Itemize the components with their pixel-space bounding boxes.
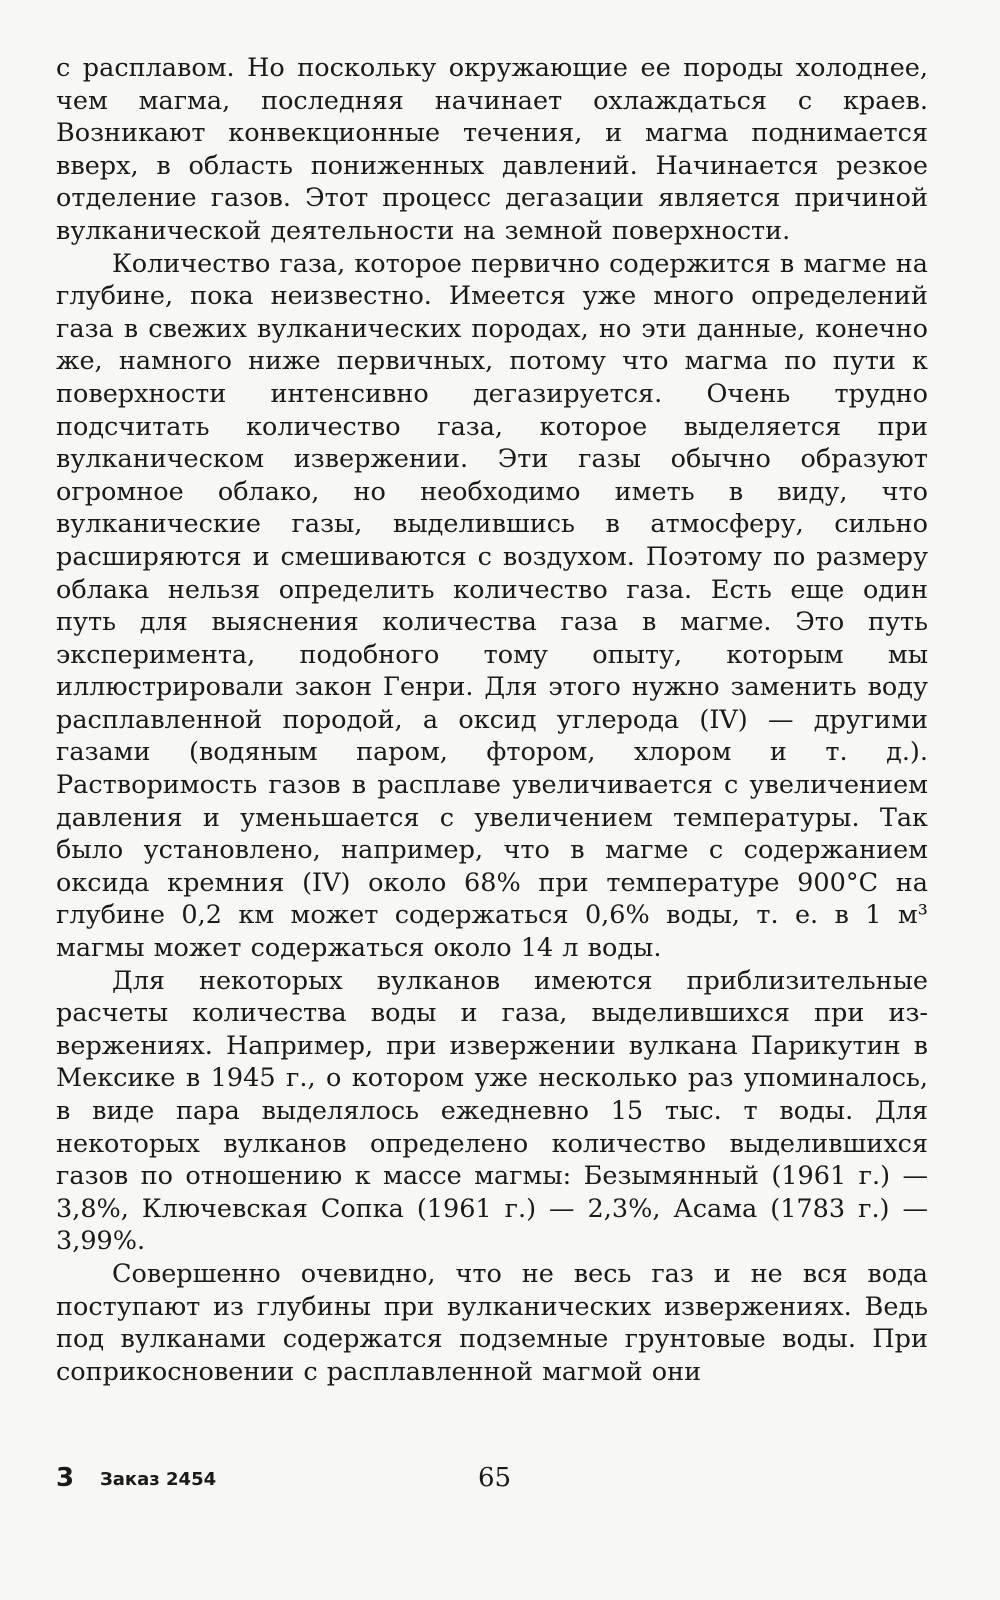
paragraph-3: Для некоторых вулканов имеются приблизительные расчеты количества воды и газа, выделившихся при извержениях. Например, при извержении вулкана Парикутин в Мексике в 1945 г., о котором уже несколько раз упоминалось, в виде пара выделялось ежедневно 15 тыс. т воды. Для некоторых вулканов определено количество выделившихся газов по отношению к массе магмы: Безымянный (1961 г.) — 3,8%, Ключевская Сопка (1961 г.) — 2,3%, Асама (1783 г.) — 3,99%. [56, 965, 928, 1257]
paragraph-2: Количество газа, которое первично содержится в магме на глубине, пока неизвестно. Имеется уже много определений газа в свежих вулканических породах, но эти данные, конечно же, намного ниже первичных, потому что магма по пути к поверхности интенсивно дегазируется. Очень трудно подсчитать количество газа, которое выделяется при вулканическом извержении. Эти газы обычно образуют огромное облако, но необходимо иметь в виду, что вулканические газы, выделившись в атмосферу, сильно расширяются и смешиваются с воздухом. Поэтому по размеру облака нельзя определить количество газа. Есть еще один путь для выяснения количества газа в магме. Это путь эксперимента, подобного тому опыту, которым мы иллюстрировали закон Генри. Для этого нужно заменить воду расплавленной породой, а оксид углерода (IV) — другими газами (водяным паром, фтором, хлором и т. д.). Растворимость газов в расплаве увеличивается с увеличением давления и уменьшается с увеличением температуры. Так было установлено, например, что в магме с содержанием оксида кремния (IV) около 68% при температуре 900°С на глубине 0,2 км может содержаться 0,6% воды, т. е. в 1 м³ магмы может содержаться около 14 л воды. [56, 248, 928, 964]
paragraph-4: Совершенно очевидно, что не весь газ и не вся вода поступают из глубины при вулканических извержениях. Ведь под вулканами содержатся подземные грунтовые воды. При соприкосновении с расплавленной магмой они [56, 1258, 928, 1387]
page-number: 65 [478, 1463, 512, 1493]
paragraph-1: с расплавом. Но поскольку окружающие ее породы холоднее, чем магма, последняя начинает охлаждаться с краев. Возникают конвекционные течения, и магма поднимается вверх, в область пониженных давлений. Начинается резкое отделение газов. Этот процесс дегазации является причиной вулканической деятельности на земной поверхности. [56, 53, 928, 246]
page-footer [56, 1463, 928, 1503]
order-label: Заказ 2454 [100, 1469, 217, 1490]
page-body [56, 52, 928, 1388]
signature-number: 3 [56, 1463, 75, 1493]
